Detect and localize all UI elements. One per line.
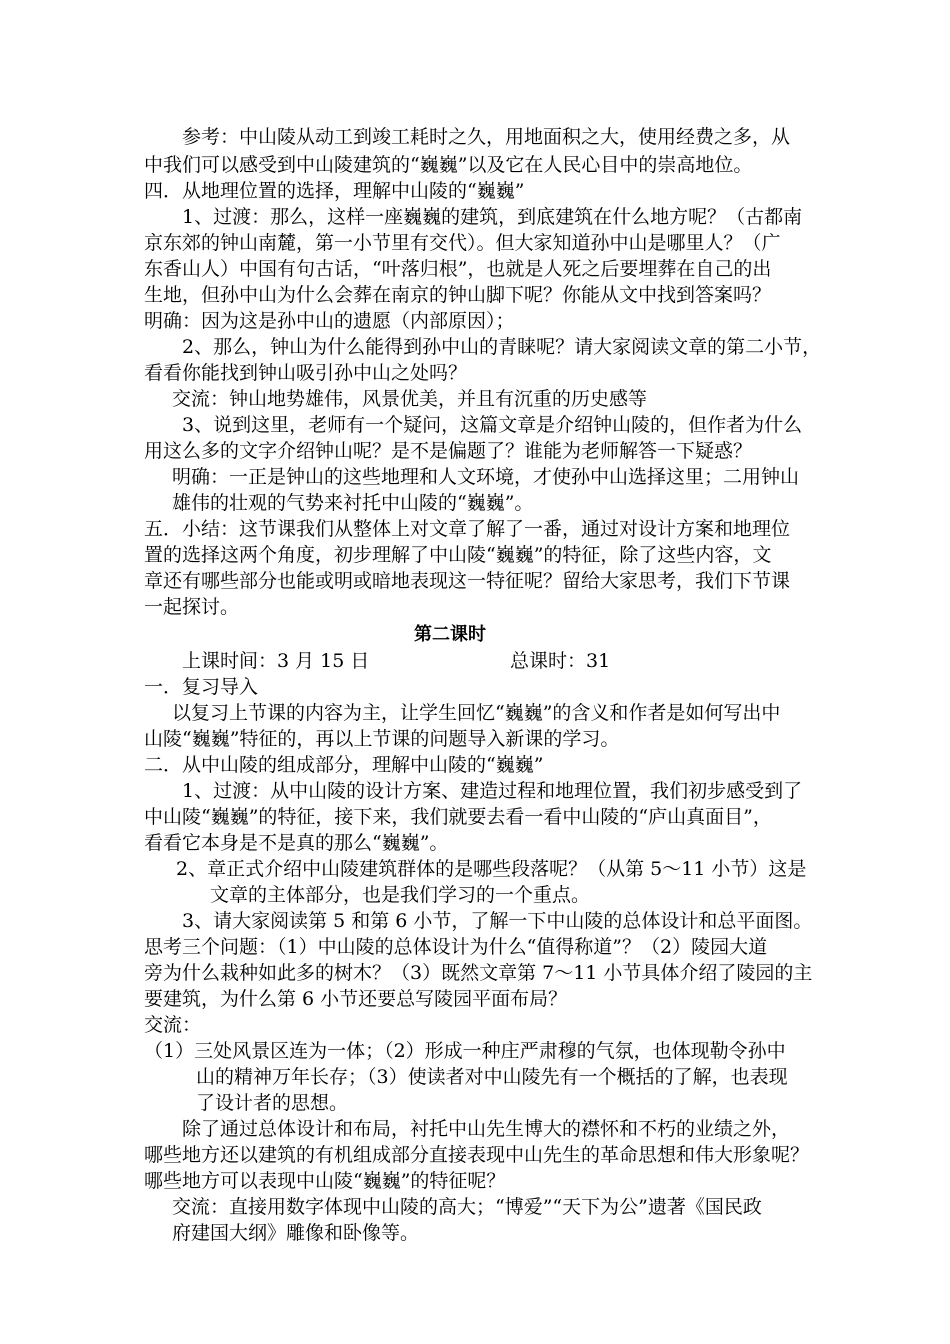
text-line: 置的选择这两个角度，初步理解了中山陵“巍巍”的特征，除了这些内容，文 bbox=[144, 544, 772, 566]
text-line: 哪些地方可以表现中山陵“巍巍”的特征呢？ bbox=[144, 1170, 506, 1192]
text-line: 2、章正式介绍中山陵建筑群体的是哪些段落呢？（从第 5～11 小节）这是 bbox=[176, 858, 807, 880]
text-line: 交流：钟山地势雄伟，风景优美，并且有沉重的历史感等 bbox=[172, 388, 648, 410]
text-line: 交流：直接用数字体现中山陵的高大；“博爱”“天下为公”遗著《国民政 bbox=[172, 1196, 762, 1218]
text-line: 3、请大家阅读第 5 和第 6 小节，了解一下中山陵的总体设计和总平面图。 bbox=[182, 910, 813, 932]
text-line: （1）三处风景区连为一体；（2）形成一种庄严肃穆的气氛，也体现勒令孙中 bbox=[144, 1040, 786, 1062]
text-line: 一起探讨。 bbox=[144, 596, 240, 618]
text-line: 3、说到这里，老师有一个疑问，这篇文章是介绍钟山陵的，但作者为什么 bbox=[182, 414, 803, 436]
section-heading: 一．复习导入 bbox=[144, 676, 259, 698]
text-line: 1、过渡：从中山陵的设计方案、建造过程和地理位置，我们初步感受到了 bbox=[182, 780, 803, 802]
total-periods: 总课时：31 bbox=[510, 650, 611, 672]
text-line: 以复习上节课的内容为主，让学生回忆“巍巍”的含义和作者是如何写出中 bbox=[172, 702, 781, 724]
text-line: 2、那么，钟山为什么能得到孙中山的青睐呢？请大家阅读文章的第二小节， bbox=[182, 336, 822, 358]
text-line: 山的精神万年长存；（3）使读者对中山陵先有一个概括的了解，也表现 bbox=[196, 1066, 788, 1088]
text-line: 明确：因为这是孙中山的遗愿（内部原因）； bbox=[144, 310, 515, 332]
text-line: 京东郊的钟山南麓，第一小节里有交代）。但大家知道孙中山是哪里人？（广 bbox=[144, 232, 781, 254]
lesson-title: 第二课时 bbox=[414, 624, 486, 645]
text-line: 文章的主体部分，也是我们学习的一个重点。 bbox=[210, 884, 591, 906]
text-line: 了设计者的思想。 bbox=[196, 1092, 349, 1114]
section-heading: 二．从中山陵的组成部分，理解中山陵的“巍巍” bbox=[144, 754, 544, 776]
text-line: 雄伟的壮观的气势来衬托中山陵的“巍巍”。 bbox=[172, 492, 534, 514]
text-line: 旁为什么栽种如此多的树木？（3）既然文章第 7～11 小节具体介绍了陵园的主 bbox=[144, 962, 813, 984]
section-heading: 四．从地理位置的选择，理解中山陵的“巍巍” bbox=[144, 180, 525, 202]
text-line: 交流： bbox=[144, 1014, 202, 1036]
text-line: 参考：中山陵从动工到竣工耗时之久，用地面积之大，使用经费之多，从 bbox=[182, 126, 791, 148]
text-line: 府建国大纲》雕像和卧像等。 bbox=[172, 1222, 420, 1244]
text-line: 东香山人）中国有句古话，“叶落归根”，也就是人死之后要埋葬在自己的出 bbox=[144, 258, 772, 280]
text-line: 要建筑，为什么第 6 小节还要总写陵园平面布局？ bbox=[144, 988, 568, 1010]
text-line: 除了通过总体设计和布局，衬托中山先生博大的襟怀和不朽的业绩之外， bbox=[182, 1118, 791, 1140]
text-line: 看看你能找到钟山吸引孙中山之处吗？ bbox=[144, 362, 468, 384]
text-line: 思考三个问题：（1）中山陵的总体设计为什么“值得称道”？（2）陵园大道 bbox=[144, 936, 768, 958]
section-heading: 五．小结：这节课我们从整体上对文章了解了一番，通过对设计方案和地理位 bbox=[144, 518, 791, 540]
text-line: 明确：一正是钟山的这些地理和人文环境，才使孙中山选择这里；二用钟山 bbox=[172, 466, 800, 488]
text-line: 1、过渡：那么，这样一座巍巍的建筑，到底建筑在什么地方呢？（古都南 bbox=[182, 206, 803, 228]
text-line: 用这么多的文字介绍钟山呢？是不是偏题了？谁能为老师解答一下疑惑？ bbox=[144, 440, 753, 462]
text-line: 哪些地方还以建筑的有机组成部分直接表现中山先生的革命思想和伟大形象呢？ bbox=[144, 1144, 810, 1166]
text-line: 看看它本身是不是真的那么“巍巍”。 bbox=[144, 832, 449, 854]
text-line: 山陵“巍巍”特征的，再以上节课的问题导入新课的学习。 bbox=[144, 728, 620, 750]
class-time: 上课时间：3 月 15 日 bbox=[182, 650, 370, 672]
text-line: 章还有哪些部分也能或明或暗地表现这一特征呢？留给大家思考，我们下节课 bbox=[144, 570, 791, 592]
text-line: 中我们可以感受到中山陵建筑的“巍巍”以及它在人民心目中的崇高地位。 bbox=[144, 154, 753, 176]
text-line: 生地，但孙中山为什么会葬在南京的钟山脚下呢？你能从文中找到答案吗？ bbox=[144, 284, 772, 306]
text-line: 中山陵“巍巍”的特征，接下来，我们就要去看一看中山陵的“庐山真面目”， bbox=[144, 806, 772, 828]
